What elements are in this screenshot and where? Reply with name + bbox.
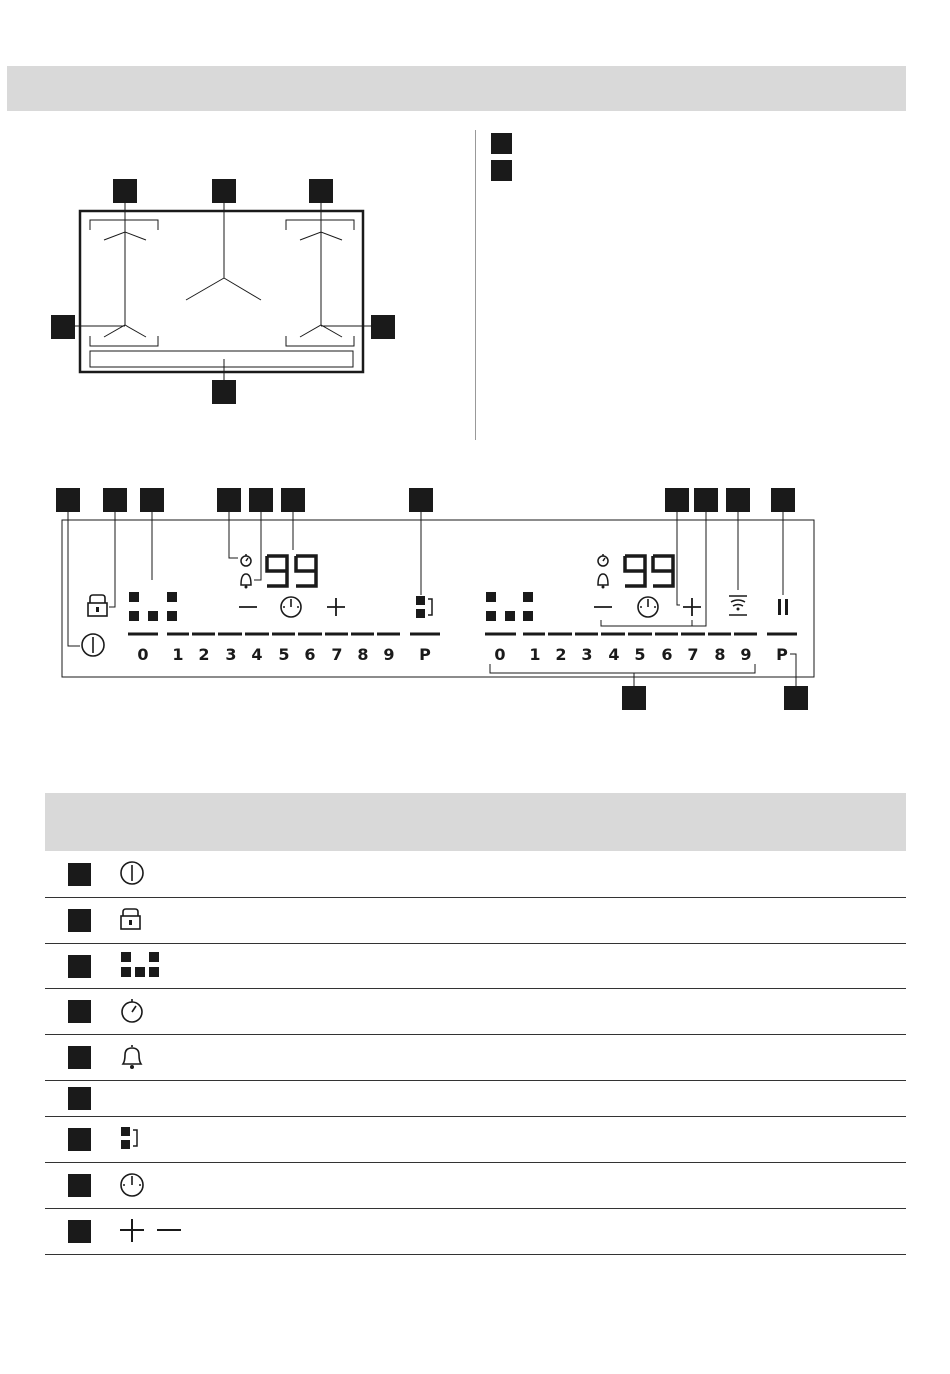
right-scale-7[interactable]: 7 bbox=[687, 645, 699, 664]
table-row bbox=[45, 1209, 906, 1255]
row-number-square bbox=[68, 863, 91, 886]
table-row bbox=[45, 1117, 906, 1163]
right-scale-2[interactable]: 2 bbox=[555, 645, 567, 664]
plus-minus-icon bbox=[119, 1218, 189, 1246]
booster-squares-icon bbox=[119, 952, 163, 980]
left-scale-6[interactable]: 6 bbox=[304, 645, 316, 664]
bridge-icon bbox=[119, 1126, 149, 1154]
table-row bbox=[45, 851, 906, 898]
row-number-square bbox=[68, 1220, 91, 1243]
right-scale-4[interactable]: 4 bbox=[608, 645, 620, 664]
left-scale-0[interactable]: 0 bbox=[137, 645, 149, 664]
table-row bbox=[45, 989, 906, 1035]
right-scale-3[interactable]: 3 bbox=[581, 645, 593, 664]
right-scale-p[interactable]: P bbox=[776, 645, 788, 664]
row-number-square bbox=[68, 909, 91, 932]
on-off-icon bbox=[119, 861, 149, 887]
lock-icon bbox=[119, 907, 149, 933]
left-scale-9[interactable]: 9 bbox=[383, 645, 395, 664]
left-scale-2[interactable]: 2 bbox=[198, 645, 210, 664]
right-scale-5[interactable]: 5 bbox=[634, 645, 646, 664]
left-scale-1[interactable]: 1 bbox=[172, 645, 184, 664]
right-scale-9[interactable]: 9 bbox=[740, 645, 752, 664]
right-scale-0[interactable]: 0 bbox=[494, 645, 506, 664]
table-row bbox=[45, 1035, 906, 1081]
left-scale-7[interactable]: 7 bbox=[331, 645, 343, 664]
left-scale-8[interactable]: 8 bbox=[357, 645, 369, 664]
table-row bbox=[45, 1163, 906, 1209]
right-scale-8[interactable]: 8 bbox=[714, 645, 726, 664]
left-scale-3[interactable]: 3 bbox=[225, 645, 237, 664]
left-scale-p[interactable]: P bbox=[419, 645, 431, 664]
table-row bbox=[45, 898, 906, 944]
table-header bbox=[45, 793, 906, 851]
row-number-square bbox=[68, 1000, 91, 1023]
row-number-square bbox=[68, 1087, 91, 1110]
bell-icon bbox=[119, 1043, 149, 1071]
left-scale-5[interactable]: 5 bbox=[278, 645, 290, 664]
right-scale-6[interactable]: 6 bbox=[661, 645, 673, 664]
table-row bbox=[45, 1081, 906, 1117]
left-scale-4[interactable]: 4 bbox=[251, 645, 263, 664]
row-number-square bbox=[68, 955, 91, 978]
row-number-square bbox=[68, 1174, 91, 1197]
row-number-square bbox=[68, 1046, 91, 1069]
right-scale-1[interactable]: 1 bbox=[529, 645, 541, 664]
row-number-square bbox=[68, 1128, 91, 1151]
timer-icon bbox=[119, 1172, 149, 1200]
stopwatch-icon bbox=[119, 997, 149, 1025]
table-row bbox=[45, 944, 906, 989]
